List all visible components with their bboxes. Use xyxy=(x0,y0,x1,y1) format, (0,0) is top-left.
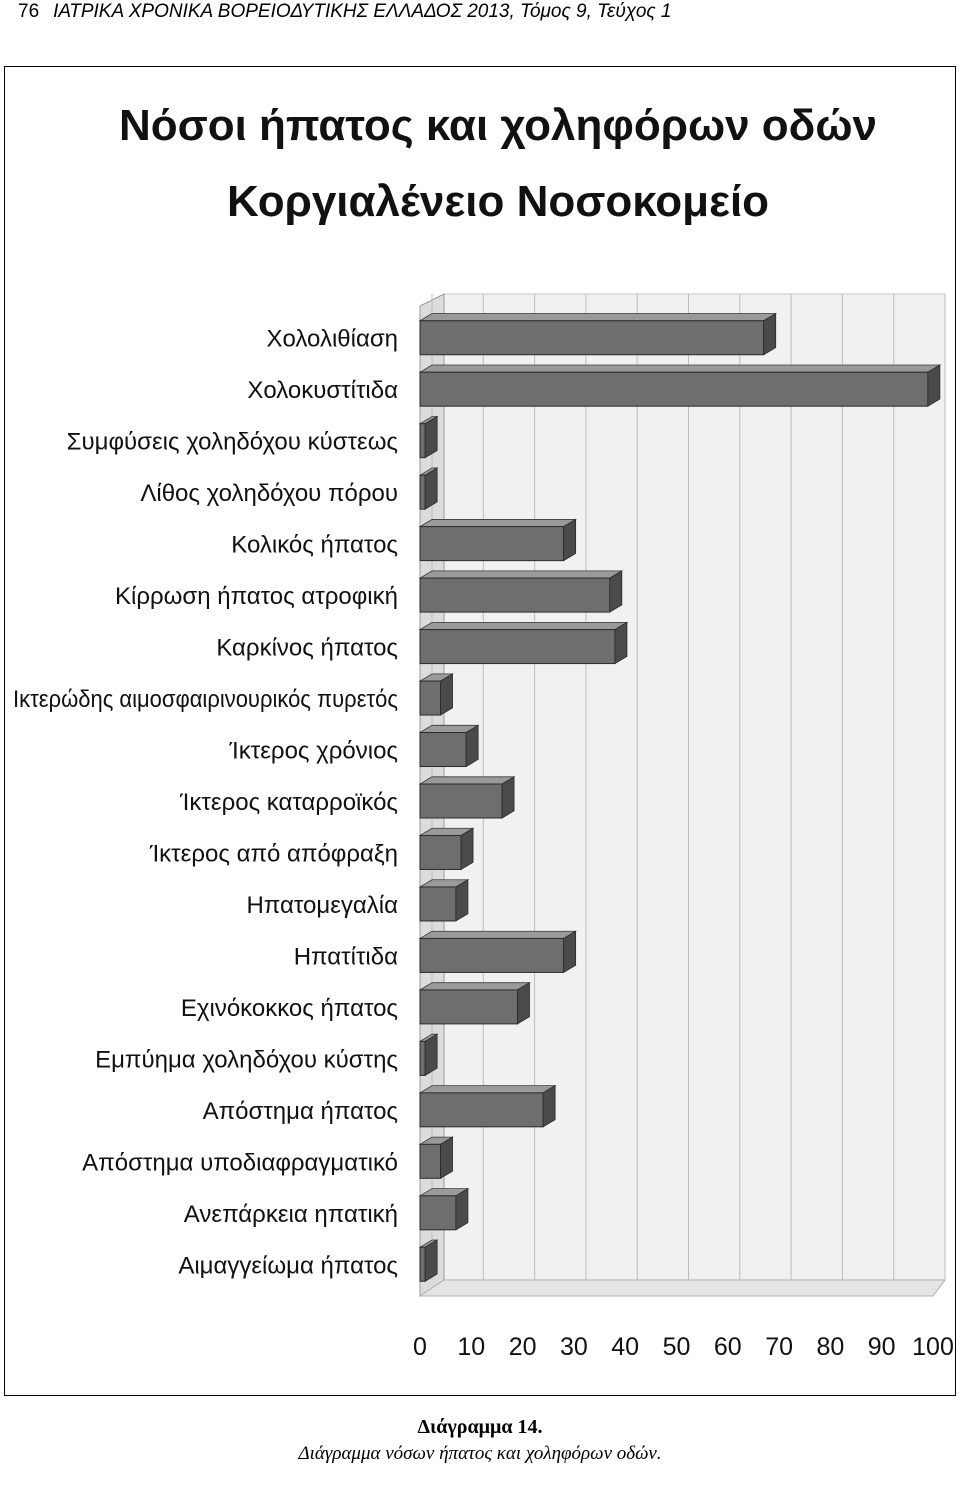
category-label: Λίθος χοληδόχου πόρου xyxy=(140,480,398,508)
bar-front-face xyxy=(420,1196,456,1230)
category-label: Συμφύσεις χοληδόχου κύστεως xyxy=(66,428,398,456)
bar xyxy=(420,314,776,355)
x-tick-label: 0 xyxy=(413,1333,427,1361)
x-tick-label: 60 xyxy=(713,1333,742,1361)
x-tick-label: 50 xyxy=(662,1333,691,1361)
x-tick-label: 90 xyxy=(867,1333,896,1361)
figure-caption-title: Διάγραμμα 14. xyxy=(417,1416,543,1438)
x-tick-label: 100 xyxy=(912,1333,954,1361)
bar xyxy=(420,1034,437,1075)
bar-front-face xyxy=(420,681,441,715)
bar-end-face xyxy=(441,1137,453,1178)
category-label: Κίρρωση ήπατος ατροφική xyxy=(115,583,398,611)
category-label: Εμπύημα χοληδόχου κύστης xyxy=(95,1046,398,1074)
bar xyxy=(420,416,437,457)
bar-end-face xyxy=(425,468,437,509)
bar-end-face xyxy=(928,365,940,406)
bar-top-face xyxy=(420,314,776,321)
bar-end-face xyxy=(425,416,437,457)
bar-end-face xyxy=(517,983,529,1024)
bar xyxy=(420,571,622,612)
bar-front-face xyxy=(420,835,461,869)
bar xyxy=(420,674,453,715)
category-label: Ανεπάρκεια ηπατική xyxy=(183,1200,398,1228)
category-label: Αιμαγγείωμα ήπατος xyxy=(178,1252,398,1280)
bar xyxy=(420,1086,555,1127)
bar-top-face xyxy=(420,571,622,578)
x-tick-label: 30 xyxy=(559,1333,588,1361)
bar-front-face xyxy=(420,578,610,612)
bar xyxy=(420,365,940,406)
x-tick-label: 20 xyxy=(508,1333,537,1361)
page-number: 76 xyxy=(18,1,40,22)
bar-front-face xyxy=(420,1093,543,1127)
plot-floor xyxy=(420,1280,945,1296)
bar-front-face xyxy=(420,1041,425,1075)
bar-top-face xyxy=(420,365,940,372)
x-tick-label: 70 xyxy=(765,1333,794,1361)
bar xyxy=(420,1137,453,1178)
category-label: Ικτερώδης αιμοσφαιρινουρικός πυρετός xyxy=(13,686,398,714)
bar-front-face xyxy=(420,938,564,972)
bar xyxy=(420,725,478,766)
bar-end-face xyxy=(564,519,576,560)
bar-top-face xyxy=(420,519,576,526)
bar xyxy=(420,931,576,972)
category-label: Χολοκυστίτιδα xyxy=(247,377,398,405)
category-label: Ίκτερος χρόνιος xyxy=(229,737,398,765)
x-axis-ticks xyxy=(413,1333,954,1361)
category-label: Απόστημα υποδιαφραγματικό xyxy=(82,1149,398,1177)
bar xyxy=(420,468,437,509)
category-label: Καρκίνος ήπατος xyxy=(216,634,398,662)
category-label: Χολολιθίαση xyxy=(266,325,398,353)
bar-end-face xyxy=(461,828,473,869)
plot-back-wall xyxy=(444,294,945,1280)
category-labels xyxy=(13,326,398,1280)
bar-end-face xyxy=(764,314,776,355)
bar-end-face xyxy=(456,880,468,921)
journal-reference: ΙΑΤΡΙΚΑ ΧΡΟΝΙΚΑ ΒΟΡΕΙΟΔΥΤΙΚΗΣ ΕΛΛΑΔΟΣ 2013, Τόμος 9, Τεύχος 1 xyxy=(53,1,672,22)
bar-front-face xyxy=(420,424,425,458)
bar-end-face xyxy=(543,1086,555,1127)
bar xyxy=(420,777,514,818)
bar xyxy=(420,622,627,663)
category-label: Ηπατίτιδα xyxy=(293,943,398,971)
bar-end-face xyxy=(615,622,627,663)
bar-front-face xyxy=(420,784,502,818)
category-label: Εχινόκοκκος ήπατος xyxy=(180,994,398,1022)
bar-end-face xyxy=(502,777,514,818)
bar-top-face xyxy=(420,983,529,990)
bar-front-face xyxy=(420,887,456,921)
bar-front-face xyxy=(420,475,425,509)
bar xyxy=(420,983,529,1024)
bar-front-face xyxy=(420,1144,441,1178)
category-label: Απόστημα ήπατος xyxy=(202,1097,398,1125)
bar-front-face xyxy=(420,733,466,767)
bar-front-face xyxy=(420,527,564,561)
bar-front-face xyxy=(420,630,615,664)
bar xyxy=(420,880,468,921)
x-tick-label: 80 xyxy=(816,1333,845,1361)
bar-end-face xyxy=(441,674,453,715)
bar-end-face xyxy=(456,1189,468,1230)
bar xyxy=(420,519,576,560)
bar-end-face xyxy=(425,1034,437,1075)
bar-end-face xyxy=(466,725,478,766)
bar xyxy=(420,1189,468,1230)
category-label: Ηπατομεγαλία xyxy=(246,891,398,919)
bar-front-face xyxy=(420,1247,425,1281)
bar-top-face xyxy=(420,1086,555,1093)
figure-caption-text: Διάγραμμα νόσων ήπατος και χοληφόρων οδών. xyxy=(298,1443,662,1464)
bar-end-face xyxy=(610,571,622,612)
bar-top-face xyxy=(420,622,627,629)
bar-top-face xyxy=(420,931,576,938)
bar-end-face xyxy=(564,931,576,972)
bar xyxy=(420,1240,437,1281)
chart-title: Νόσοι ήπατος και χοληφόρων οδών xyxy=(118,101,878,150)
x-tick-label: 40 xyxy=(611,1333,640,1361)
category-label: Ίκτερος από απόφραξη xyxy=(149,840,398,868)
chart-subtitle: Κοργιαλένειο Νοσοκομείο xyxy=(226,177,770,226)
bar-end-face xyxy=(425,1240,437,1281)
bar-front-face xyxy=(420,321,764,355)
bar-front-face xyxy=(420,372,928,406)
category-label: Ίκτερος καταρροϊκός xyxy=(180,789,398,816)
category-label: Κολικός ήπατος xyxy=(231,531,398,559)
bar-front-face xyxy=(420,990,517,1024)
bar-top-face xyxy=(420,777,514,784)
x-tick-label: 10 xyxy=(457,1333,486,1361)
bar xyxy=(420,828,473,869)
